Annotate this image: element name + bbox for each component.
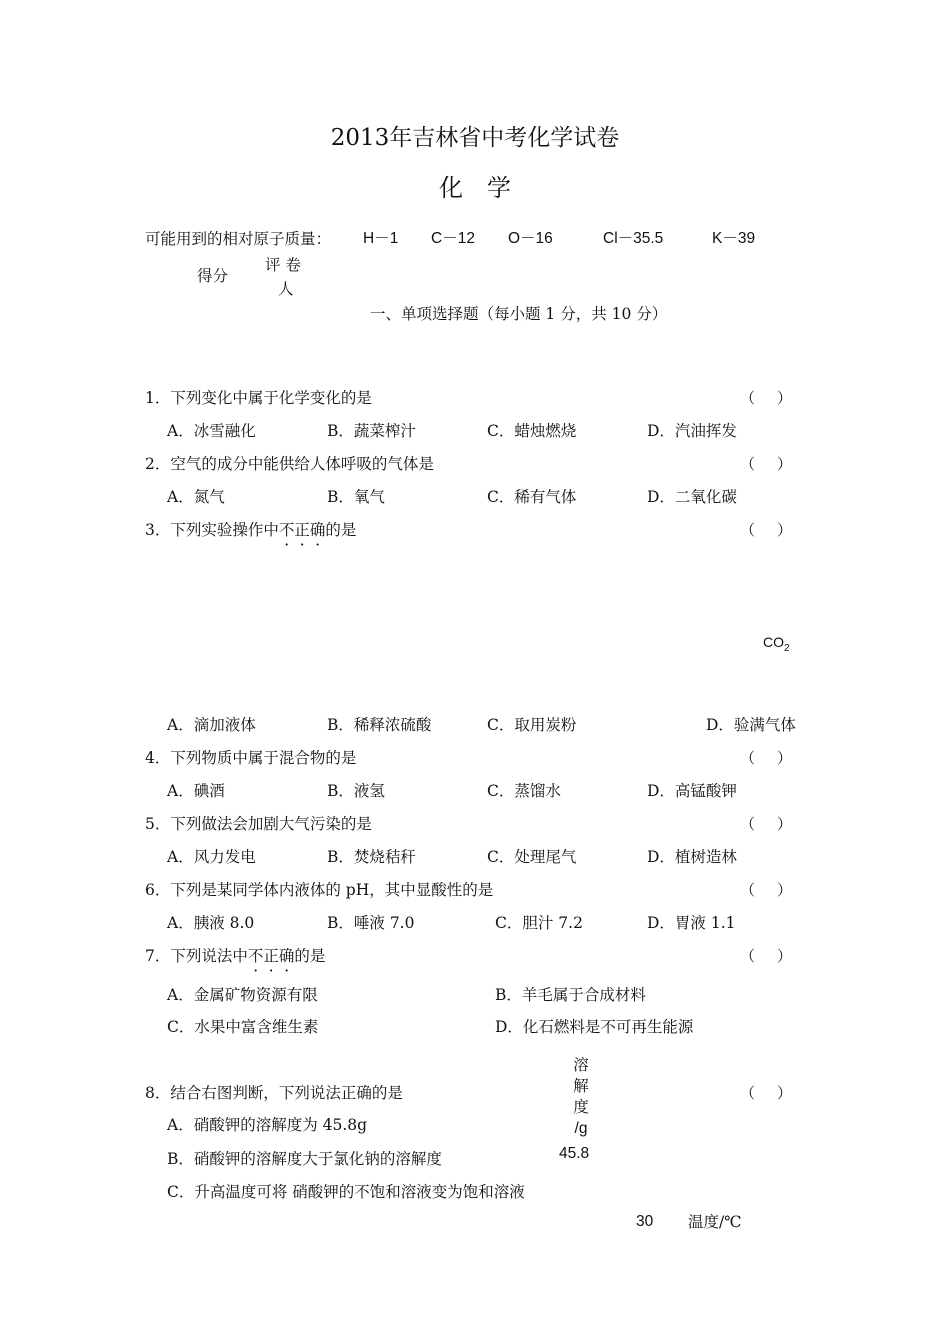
q2-option-a: A．氮气 <box>167 488 225 506</box>
q1-option-b: B．蔬菜榨汁 <box>327 422 416 440</box>
q5-option-a: A．风力发电 <box>167 848 256 866</box>
atomic-mass-h: H－1 <box>363 230 399 247</box>
q1-option-c: C．蜡烛燃烧 <box>487 422 577 440</box>
q6-option-c: C．胆汁 7.2 <box>495 914 583 932</box>
question-2-stem: 2．空气的成分中能供给人体呼吸的气体是 <box>145 455 434 473</box>
answer-blank-1: （ ） <box>740 389 792 407</box>
score-label: 得分 <box>197 267 229 285</box>
graph-x-value: 30 <box>636 1213 654 1230</box>
question-1-stem: 1．下列变化中属于化学变化的是 <box>145 389 372 407</box>
q7-option-d: D．化石燃料是不可再生能源 <box>495 1018 694 1036</box>
q8-option-a: A．硝酸钾的溶解度为 45.8g <box>167 1116 368 1134</box>
q7-option-a: A．金属矿物资源有限 <box>167 986 318 1004</box>
q3-option-a: A．滴加液体 <box>167 716 256 734</box>
q8-option-c: C．升高温度可将 硝酸钾的不饱和溶液变为饱和溶液 <box>167 1183 525 1201</box>
q5-option-b: B．焚烧秸秆 <box>327 848 416 866</box>
emphasis-char: 不 <box>278 521 295 539</box>
question-7-stem: 7．下列说法中不正确的是 <box>145 947 326 965</box>
q4-option-c: C．蒸馏水 <box>487 782 561 800</box>
graph-y-value: 45.8 <box>559 1145 590 1162</box>
q6-option-b: B．唾液 7.0 <box>327 914 415 932</box>
answer-blank-3: （ ） <box>740 521 792 539</box>
q7-option-b: B．羊毛属于合成材料 <box>495 986 646 1004</box>
q5-option-d: D．植树造林 <box>647 848 737 866</box>
q2-option-c: C．稀有气体 <box>487 488 577 506</box>
q5-option-c: C．处理尾气 <box>487 848 577 866</box>
emphasis-char: 确 <box>309 521 326 539</box>
q1-option-a: A．冰雪融化 <box>167 422 256 440</box>
graph-y-axis-label: 溶 解 度 /g <box>573 1056 589 1137</box>
question-5-stem: 5．下列做法会加剧大气污染的是 <box>145 815 372 833</box>
emphasis-char: 确 <box>278 947 295 965</box>
answer-blank-5: （ ） <box>740 815 792 833</box>
atomic-mass-label: 可能用到的相对原子质量： <box>145 230 332 248</box>
atomic-mass-k: K－39 <box>712 230 756 247</box>
q4-option-a: A．碘酒 <box>167 782 225 800</box>
q4-option-d: D．高锰酸钾 <box>647 782 737 800</box>
atomic-mass-c: C－12 <box>431 230 475 247</box>
q8-option-b: B．硝酸钾的溶解度大于氯化钠的溶解度 <box>167 1150 442 1168</box>
page-subtitle: 化 学 <box>439 174 511 202</box>
q3-option-c: C．取用炭粉 <box>487 716 577 734</box>
grader-label-top: 评 卷 <box>265 256 301 274</box>
page-title: 2013年吉林省中考化学试卷 <box>330 125 620 151</box>
emphasis-char: 不 <box>247 947 264 965</box>
question-3-stem: 3．下列实验操作中不正确的是 <box>145 521 357 539</box>
graph-x-axis-label: 温度/℃ <box>688 1213 742 1231</box>
answer-blank-8: （ ） <box>740 1084 792 1102</box>
question-6-stem: 6．下列是某同学体内液体的 pH，其中显酸性的是 <box>145 881 494 899</box>
emphasis-char: 正 <box>294 521 310 539</box>
q4-option-b: B．液氢 <box>327 782 385 800</box>
question-4-stem: 4．下列物质中属于混合物的是 <box>145 749 357 767</box>
answer-blank-2: （ ） <box>740 455 792 473</box>
answer-blank-7: （ ） <box>740 947 792 965</box>
q7-option-c: C．水果中富含维生素 <box>167 1018 319 1036</box>
q3-option-b: B．稀释浓硫酸 <box>327 716 432 734</box>
grader-label-bottom: 人 <box>278 280 294 298</box>
atomic-mass-o: O－16 <box>508 230 553 247</box>
answer-blank-6: （ ） <box>740 881 792 899</box>
emphasis-char: 正 <box>263 947 279 965</box>
q6-option-d: D．胃液 1.1 <box>647 914 736 932</box>
q1-option-d: D．汽油挥发 <box>647 422 737 440</box>
q3-option-d: D．验满气体 <box>706 716 796 734</box>
answer-blank-4: （ ） <box>740 749 792 767</box>
question-8-stem: 8．结合右图判断，下列说法正确的是 <box>145 1084 403 1102</box>
q2-option-b: B．氧气 <box>327 488 385 506</box>
section-title: 一、单项选择题（每小题 1 分，共 10 分） <box>370 305 668 323</box>
atomic-mass-cl: Cl－35.5 <box>603 230 664 247</box>
co2-label: $CO_2$ <box>763 634 790 654</box>
q2-option-d: D．二氧化碳 <box>647 488 737 506</box>
q6-option-a: A．胰液 8.0 <box>167 914 255 932</box>
